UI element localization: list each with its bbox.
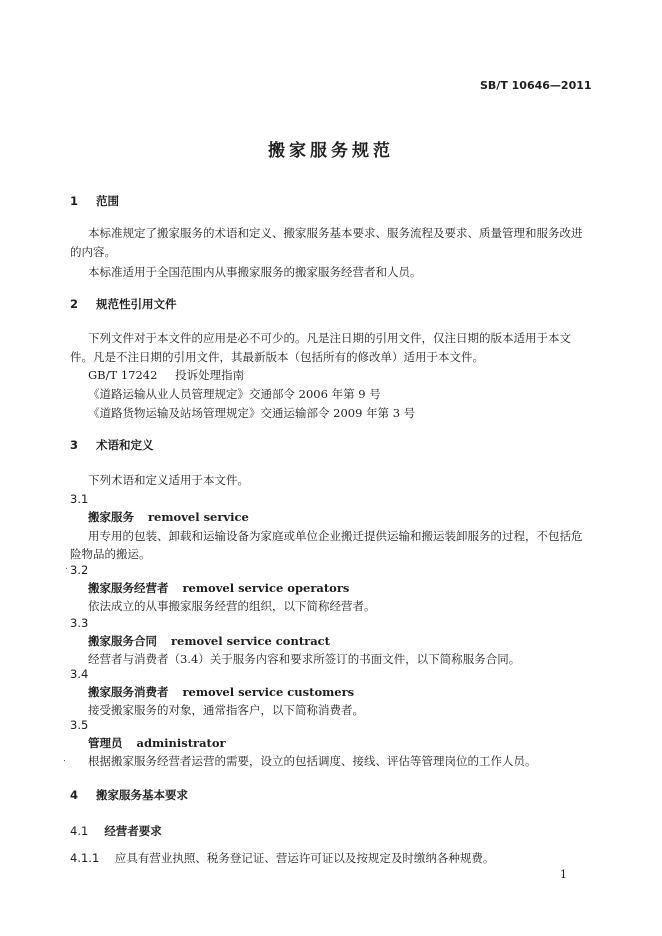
term-en: removel service operators [182,581,350,595]
term-en: removel service [148,510,249,524]
term-heading [88,633,330,649]
clause-number: 4.1.1 [70,851,100,865]
section-number: 3 [70,438,79,452]
subsection-title: 经营者要求 [104,824,162,838]
subsection-number: 4.1 [70,824,89,838]
term-definition: 险物品的搬运。 [70,547,151,561]
term-definition: 接受搬家服务的对象，通常指客户，以下简称消费者。 [88,703,364,717]
section-1-heading [70,193,119,209]
term-cn: 搬家服务合同 [88,634,157,648]
scan-mark [66,568,67,569]
term-cn: 搬家服务 [88,510,134,524]
term-definition: 根据搬家服务经营者运营的需要，设立的包括调度、接线、评估等管理岗位的工作人员。 [88,754,537,768]
section-title: 范围 [96,194,120,208]
scan-mark [64,760,65,761]
term-number: 3.3 [70,616,89,630]
paragraph-line: 的内容。 [70,245,116,259]
term-en: removel service contract [171,634,330,648]
clause-text: 应具有营业执照、税务登记证、营运许可证以及按规定及时缴纳各种规费。 [114,851,495,865]
section-title: 规范性引用文件 [96,297,177,311]
subsection-heading [70,823,162,839]
term-cn: 搬家服务经营者 [88,581,169,595]
section-4-heading [70,787,188,803]
term-cn: 搬家服务消费者 [88,685,169,699]
section-title: 搬家服务基本要求 [96,788,189,802]
section-number: 2 [70,297,79,311]
term-heading [88,735,226,751]
term-heading [88,509,249,525]
term-en: administrator [136,736,226,750]
clause [70,850,494,866]
standard-code: SB/T 10646—2011 [480,79,592,92]
paragraph-line: 本标准规定了搬家服务的术语和定义、搬家服务基本要求、服务流程及要求、质量管理和服务改进 [88,226,583,240]
paragraph-line: 下列术语和定义适用于本文件。 [88,473,249,487]
paragraph-line: 下列文件对于本文件的应用是必不可少的。凡是注日期的引用文件，仅注日期的版本适用于本文 [88,331,571,345]
reference-title: 投诉处理指南 [175,368,245,382]
document-title: 搬家服务规范 [268,141,394,161]
paragraph-line: 本标准适用于全国范围内从事搬家服务的搬家服务经营者和人员。 [88,265,422,279]
normative-reference: 《道路运输从业人员管理规定》交通部令 2006 年第 9 号 [88,387,381,401]
term-heading [88,684,354,700]
normative-reference [88,367,244,383]
normative-reference: 《道路货物运输及站场管理规定》交通运输部令 2009 年第 3 号 [88,406,416,420]
paragraph-line: 件。凡是不注日期的引用文件，其最新版本（包括所有的修改单）适用于本文件。 [70,350,484,364]
page-number: 1 [560,868,567,881]
section-2-heading [70,296,177,312]
section-number: 4 [70,788,79,802]
term-number: 3.4 [70,667,89,681]
section-number: 1 [70,194,79,208]
term-definition: 用专用的包装、卸载和运输设备为家庭或单位企业搬迁提供运输和搬运装卸服务的过程，不包括危 [88,529,583,543]
term-number: 3.5 [70,718,89,732]
term-definition: 经营者与消费者（3.4）关于服务内容和要求所签订的书面文件，以下简称服务合同。 [88,652,521,666]
term-number: 3.1 [70,492,89,506]
term-heading [88,580,349,596]
section-title: 术语和定义 [96,438,154,452]
term-en: removel service customers [182,685,355,699]
term-definition: 依法成立的从事搬家服务经营的组织，以下简称经营者。 [88,599,376,613]
term-number: 3.2 [70,563,89,577]
term-cn: 管理员 [88,736,123,750]
section-3-heading [70,437,154,453]
reference-code: GB/T 17242 [88,368,158,382]
